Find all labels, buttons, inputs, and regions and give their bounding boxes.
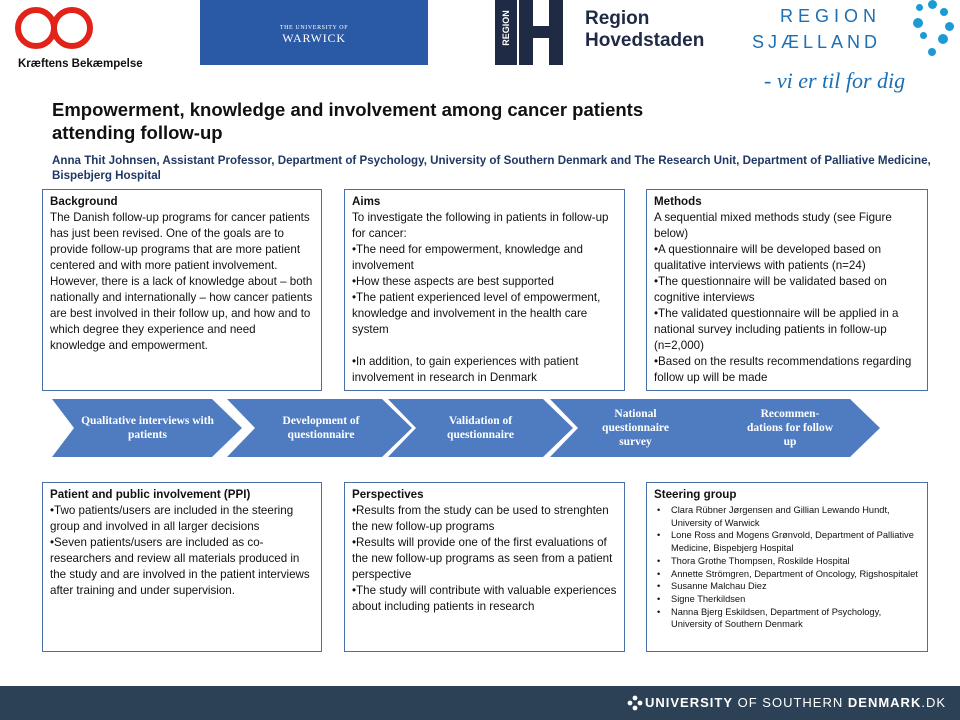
aims-extra: •In addition, to gain experiences with patient involvement in research in Denmark [352, 355, 579, 384]
perspectives-heading: Perspectives [352, 488, 424, 501]
author-line: Anna Thit Johnsen, Assistant Professor, Department of Psychology, University of Southern Denmark and The Research Unit, Department of Palliative Medicine, Bispebjerg Hospital [52, 154, 931, 182]
warwick-logo [200, 0, 428, 65]
region-h-line2: Hovedstaden [585, 30, 705, 51]
methods-item: •Based on the results recommendations regarding follow up will be made [654, 355, 912, 384]
steering-member: • Thora Grothe Thompsen, Roskilde Hospital [671, 555, 920, 568]
methods-item: •The validated questionnaire will be applied in a national survey including patients in follow-up (n=2,000) [654, 307, 899, 352]
steering-member: • Annette Strömgren, Department of Oncology, Rigshospitalet [671, 568, 920, 581]
warwick-small-text: THE UNIVERSITY OF [279, 25, 349, 31]
methods-heading: Methods [654, 195, 702, 208]
aims-item: •The need for empowerment, knowledge and involvement [352, 243, 583, 272]
aims-intro: To investigate the following in patients in follow-up for cancer: [352, 211, 609, 240]
footer-bar [0, 686, 960, 720]
process-step-5 [702, 399, 880, 457]
region-h-letter-icon [519, 0, 565, 65]
cancer-society-logo [10, 2, 160, 74]
aims-item: •The patient experienced level of empowerment, knowledge and involvement in the health care system [352, 291, 601, 336]
process-step-3 [388, 399, 573, 457]
region-hovedstaden-logo [495, 0, 735, 65]
steering-heading: Steering group [654, 488, 737, 501]
methods-intro: A sequential mixed methods study (see Figure below) [654, 211, 892, 240]
process-step-1 [52, 399, 242, 457]
ppi-heading: Patient and public involvement (PPI) [50, 488, 251, 501]
university-name: UNIVERSITY OF SOUTHERN DENMARK.DK [645, 695, 947, 710]
process-step-label: Development of questionnaire [282, 415, 360, 441]
steering-member: • Susanne Malchau Diez [671, 580, 920, 593]
aims-box [344, 189, 625, 391]
methods-item: •A questionnaire will be developed based on qualitative interviews with patients (n=24) [654, 243, 882, 272]
background-heading: Background [50, 195, 118, 208]
perspectives-box [344, 482, 625, 652]
ppi-item: •Seven patients/users are included as co-researchers and review all materials produced in the study and are involved in the patient interviews after training and under supervision. [50, 536, 310, 597]
process-step-2 [227, 399, 412, 457]
region-bar: REGION [495, 0, 517, 65]
region-s-line2: SJÆLLAND [752, 32, 882, 52]
steering-member: • Signe Therkildsen [671, 593, 920, 606]
region-h-line1: Region [585, 8, 650, 29]
aims-item: •How these aspects are best supported [352, 275, 554, 288]
perspectives-item: •The study will contribute with valuable experiences about including patients in research [352, 584, 617, 613]
poster-title: Empowerment, knowledge and involvement among cancer patients attending follow-up [52, 99, 644, 143]
region-s-line1: REGION [780, 6, 882, 26]
background-box [42, 189, 322, 391]
methods-box [646, 189, 928, 391]
background-text-2: However, there is a lack of knowledge about – both nationally and internationally – how cancer patients are best involved in their follow up, and how and to which degree they experience and need knowledge and empowerment. [50, 275, 313, 352]
process-step-label: Validation of questionnaire [447, 415, 514, 441]
region-sjaelland-logo [750, 0, 958, 110]
warwick-name: WARWICK [282, 31, 346, 45]
aims-heading: Aims [352, 195, 381, 208]
process-step-label: Recommen-dations for follow up [746, 408, 834, 448]
sdu-logo-icon [627, 695, 643, 711]
perspectives-item: •Results will provide one of the first evaluations of the new follow-up programs as seen from a patient perspective [352, 536, 613, 581]
steering-member: • Clara Rübner Jørgensen and Gillian Lewando Hundt, University of Warwick [671, 504, 920, 529]
process-flow [52, 399, 882, 457]
steering-group-box [646, 482, 928, 652]
ppi-item: •Two patients/users are included in the steering group and involved in all larger decisions [50, 504, 294, 533]
ppi-box [42, 482, 322, 652]
perspectives-item: •Results from the study can be used to strenghten the new follow-up programs [352, 504, 609, 533]
methods-item: •The questionnaire will be validated based on cognitive interviews [654, 275, 887, 304]
cancer-society-emblem-icon [12, 4, 102, 54]
steering-member: • Nanna Bjerg Eskildsen, Department of Psychology, University of Southern Denmark [671, 606, 920, 631]
steering-members-list [654, 504, 920, 631]
region-s-tagline: - vi er til for dig [764, 68, 906, 93]
process-step-label: National questionnaire survey [602, 408, 669, 448]
process-step-label: Qualitative interviews with patients [81, 415, 214, 441]
steering-member: • Lone Ross and Mogens Grønvold, Department of Palliative Medicine, Bispebjerg Hospital [671, 529, 920, 554]
cancer-society-name: Kræftens Bekæmpelse [18, 58, 143, 70]
background-text-1: The Danish follow-up programs for cancer patients has just been revised. One of the goals are to provide follow-up programs that are more patient centered and with more patient involvement. [50, 211, 310, 272]
